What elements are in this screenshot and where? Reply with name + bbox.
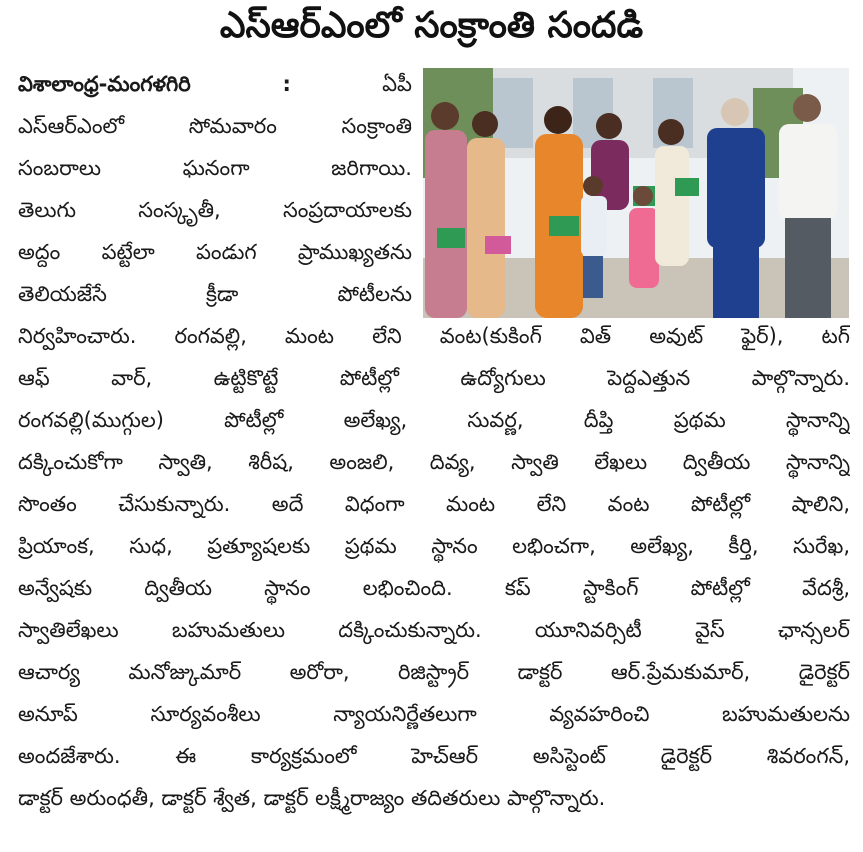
article-line-4: తెలుగు సంస్కృతీ, సంప్రదాయాలకు [18,198,412,222]
article-line-18: డాక్టర్ అరుంధతీ, డాక్టర్ శ్వేత, డాక్టర్ లక్ష్మీరాజ్యం తదితరులు పాల్గొన్నారు. [18,786,606,810]
article-line-3: సంబరాలు ఘనంగా జరిగాయి. [18,156,412,180]
article-line-17: అందజేశారు. ఈ కార్యక్రమంలో హెచ్ఆర్ అసిస్టెంట్ డైరెక్టర్ శివరంగన్, [18,744,850,768]
article-line-13: అన్వేషకు ద్వితీయ స్థానం లభించింది. కప్ స్టాకింగ్ పోటీల్లో వేదశ్రీ, [18,576,850,600]
article-line-7: నిర్వహించారు. రంగవల్లి, మంట లేని వంట(కుకింగ్ విత్ అవుట్ ఫైర్), టగ్ [18,324,850,348]
article-line-10: దక్కించుకోగా స్వాతి, శిరీష, అంజలి, దివ్య, స్వాతి లేఖలు ద్వితీయ స్థానాన్ని [18,450,850,474]
headline: ఎస్ఆర్ఎంలో సంక్రాంతి సందడి [219,5,644,46]
article-line-9: రంగవల్లి(ముగ్గుల) పోటీల్లో అలేఖ్య, సువర్ణ, దీప్తి ప్రథమ స్థానాన్ని [18,408,850,432]
article-line-1 [18,66,412,102]
article-line-16: అనూప్ సూర్యవంశీలు న్యాయనిర్ణేతలుగా వ్యవహరించి బహుమతులను [18,702,850,726]
dateline: విశాలాంధ్ర-మంగళగిరి : [18,72,291,96]
article-line-6: తెలియజేసే క్రీడా పోటీలను [18,282,412,306]
article-line-14: స్వాతిలేఖలు బహుమతులు దక్కించుకున్నారు. యూనివర్సిటీ వైస్ ఛాన్సలర్ [18,618,850,642]
article-line-15: ఆచార్య మనోజ్కుమార్ అరోరా, రిజిస్ట్రార్ డాక్టర్ ఆర్.ప్రేమకుమార్, డైరెక్టర్ [18,660,850,684]
article-line-8: ఆఫ్ వార్, ఉట్టికొట్టే పోటీల్లో ఉద్యోగులు పెద్దఎత్తున పాల్గొన్నారు. [18,366,850,390]
article-line-5: అద్దం పట్టేలా పండుగ ప్రాముఖ్యతను [18,240,412,264]
event-photo [423,68,849,318]
article-text: ఏపీ [382,72,412,96]
article-line-2: ఎస్ఆర్ఎంలో సోమవారం సంక్రాంతి [18,114,412,138]
article-line-12: ప్రియాంక, సుధ, ప్రత్యూషలకు ప్రథమ స్థానం లభించగా, అలేఖ్య, కీర్తి, సురేఖ, [18,534,850,558]
article-line-11: సొంతం చేసుకున్నారు. అదే విధంగా మంట లేని వంట పోటీల్లో షాలిని, [18,492,850,516]
group-photo-icon [423,68,849,318]
